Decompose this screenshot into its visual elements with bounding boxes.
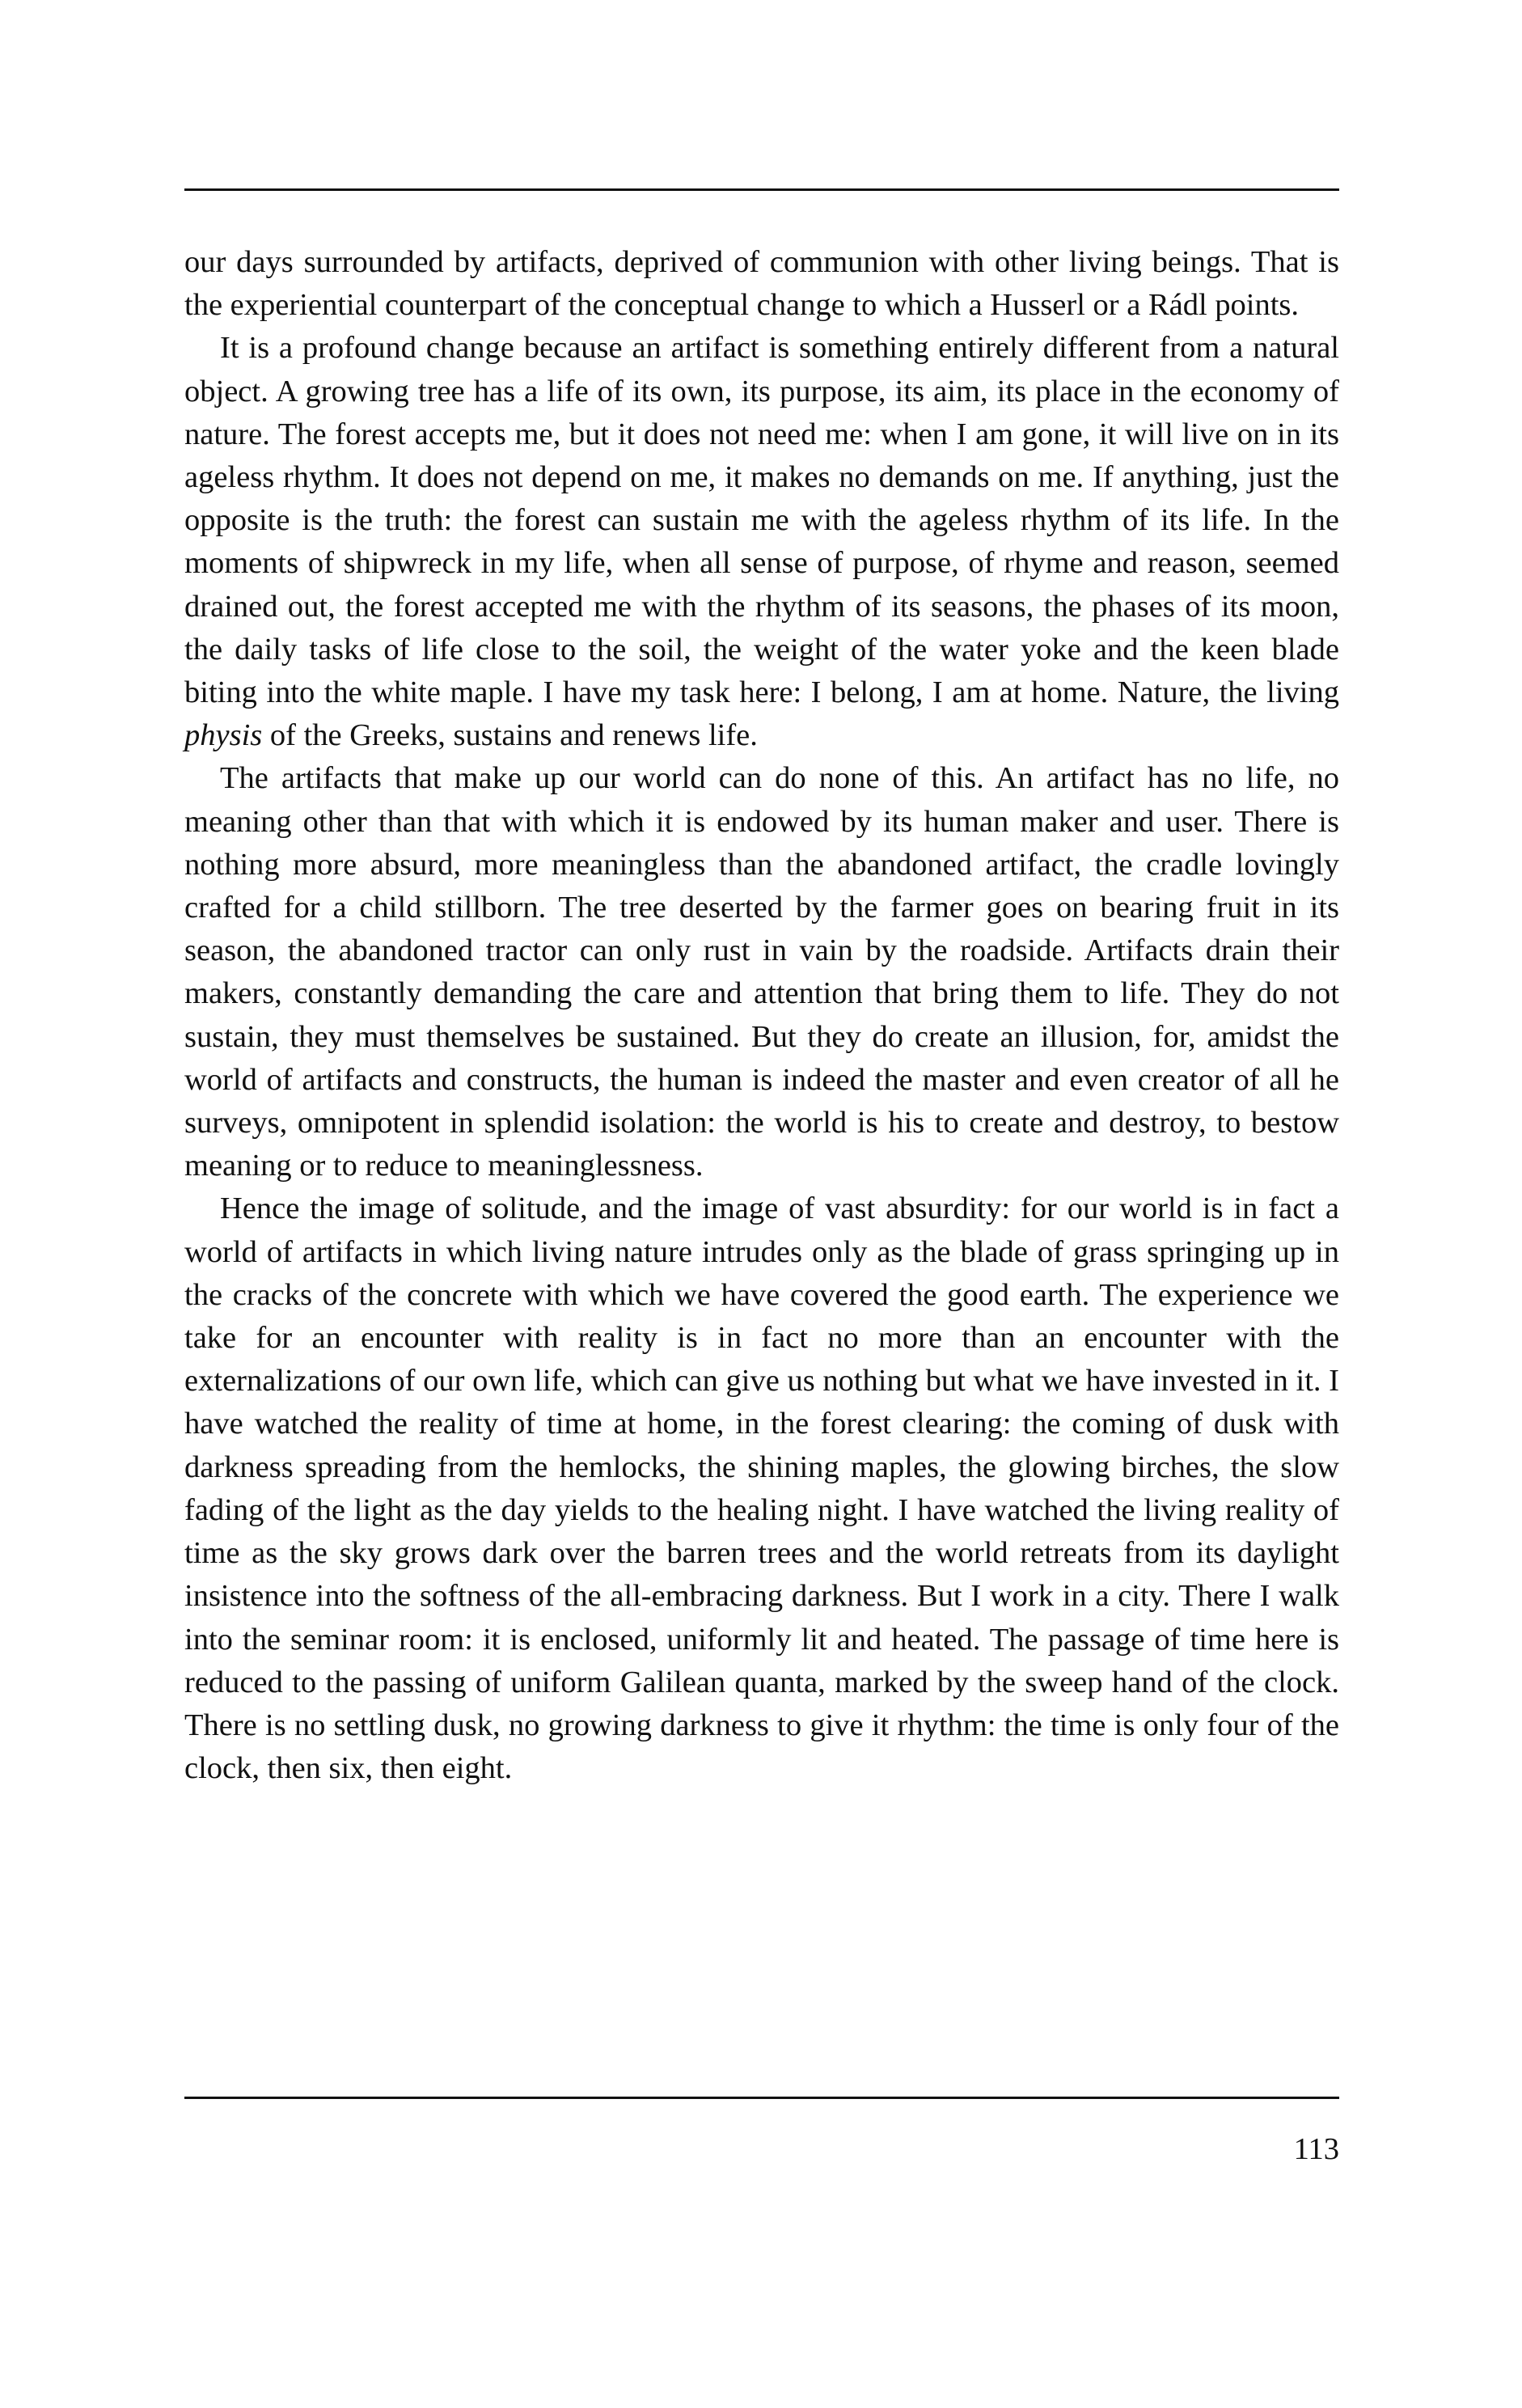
- paragraph-3-text: The artifacts that make up our world can do none of this. An artifact has no life, no meaning other than that with which it is endowed by its human maker and user. There is nothing more absurd, more meaningless than the abandoned artifact, the cradle lovingly crafted for a child stillborn. The tree deserted by the farmer goes on bearing fruit in its season, the abandoned tractor can only rust in vain by the roadside. Artifacts drain their makers, constantly demanding the care and attention that bring them to life. They do not sustain, they must themselves be sustained. But they do create an illusion, for, amidst the world of artifacts and constructs, the human is indeed the master and even creator of all he surveys, omnipotent in splendid isolation: the world is his to create and destroy, to bestow meaning or to reduce to meaninglessness.: [184, 761, 1339, 1183]
- top-rule: [184, 188, 1339, 191]
- body-text: [184, 241, 1339, 1790]
- italic-physis: physis: [184, 718, 263, 753]
- bottom-rule: [184, 2097, 1339, 2099]
- paragraph-4: [184, 1187, 1339, 1790]
- paragraph-4-text: Hence the image of solitude, and the image of vast absurdity: for our world is in fact a world of artifacts in which living nature intrudes only as the blade of grass springing up in the cracks of the concrete with which we have covered the good earth. The experience we take for an encounter with reality is in fact no more than an encounter with the externalizations of our own life, which can give us nothing but what we have invested in it. I have watched the reality of time at home, in the forest clearing: the coming of dusk with darkness spreading from the hemlocks, the shining maples, the glowing birches, the slow fading of the light as the day yields to the healing night. I have watched the living reality of time as the sky grows dark over the barren trees and the world retreats from its daylight insistence into the softness of the all-embracing darkness. But I work in a city. There I walk into the seminar room: it is enclosed, uniformly lit and heated. The passage of time here is reduced to the passing of uniform Galilean quanta, marked by the sweep hand of the clock. There is no settling dusk, no growing darkness to give it rhythm: the time is only four of the clock, then six, then eight.: [184, 1191, 1339, 1786]
- paragraph-2-text-b: of the Greeks, sustains and renews life.: [262, 718, 758, 753]
- page-number: 113: [1293, 2132, 1339, 2166]
- paragraph-2: [184, 327, 1339, 757]
- paragraph-2-text-a: It is a profound change because an artifact is something entirely different from a natural object. A growing tree has a life of its own, its purpose, its aim, its place in the economy of nature. The forest accepts me, but it does not need me: when I am gone, it will live on in its ageless rhythm. It does not depend on me, it makes no demands on me. If anything, just the opposite is the truth: the forest can sustain me with the ageless rhythm of its life. In the moments of shipwreck in my life, when all sense of purpose, of rhyme and reason, seemed drained out, the forest accepted me with the rhythm of its seasons, the phases of its moon, the daily tasks of life close to the soil, the weight of the water yoke and the keen blade biting into the white maple. I have my task here: I belong, I am at home. Nature, the living: [184, 331, 1339, 710]
- paragraph-1: [184, 241, 1339, 327]
- paragraph-3: [184, 757, 1339, 1187]
- paragraph-1-text: our days surrounded by artifacts, deprived of communion with other living beings. That is the experiential counterpart of the conceptual change to which a Husserl or a Rádl points.: [184, 245, 1339, 323]
